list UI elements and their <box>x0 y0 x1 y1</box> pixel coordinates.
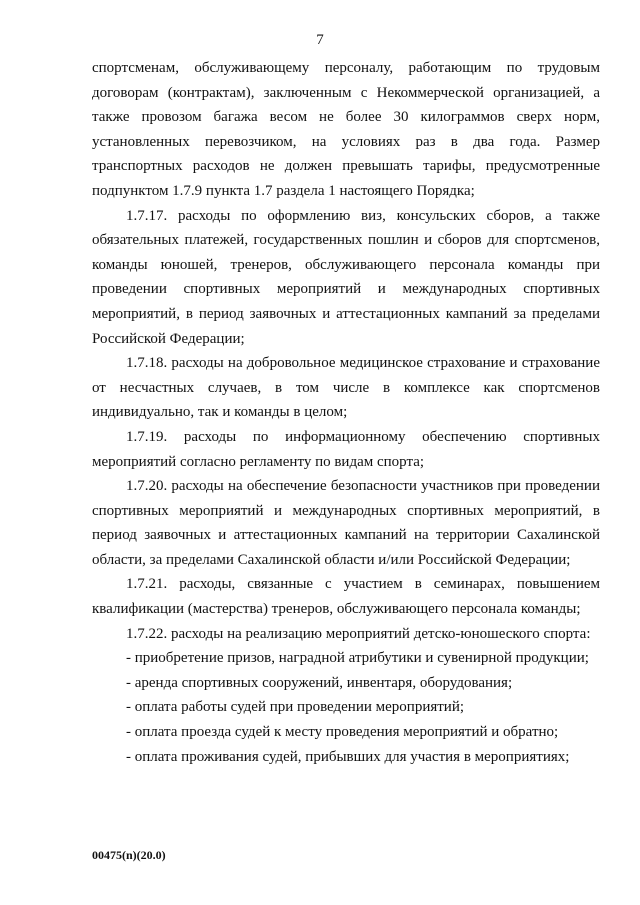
paragraph-1-7-19: 1.7.19. расходы по информационному обеспечению спортивных мероприятий согласно регламенту по видам спорта; <box>92 428 600 470</box>
paragraph-1-7-20: 1.7.20. расходы на обеспечение безопасности участников при проведении спортивных мероприятий и международных спортивных мероприятий, в период заявочных и аттестационных кампаний на территории Сахалинской области, за пределами Сахалинской области и/или Российской Федерации; <box>92 478 600 568</box>
paragraph-1-7-17: 1.7.17. расходы по оформлению виз, консульских сборов, а также обязательных платежей, государственных пошлин и сборов для спортсменов, команды юношей, тренеров, обслуживающего персонала команды при проведении спортивных мероприятий и международных спортивных мероприятий, в период заявочных и аттестационных кампаний за пределами Российской Федерации; <box>92 207 600 347</box>
paragraph-1-7-21: 1.7.21. расходы, связанные с участием в семинарах, повышением квалификации (мастерства) тренеров, обслуживающего персонала команды; <box>92 576 600 618</box>
list-item-judges-payment: - оплата работы судей при проведении мероприятий; <box>126 699 465 716</box>
document-code: 00475(n)(20.0) <box>92 848 166 862</box>
list-item-prizes: - приобретение призов, наградной атрибутики и сувенирной продукции; <box>126 650 589 667</box>
document-body <box>92 56 600 769</box>
paragraph-1-7-22: 1.7.22. расходы на реализацию мероприятий детско-юношеского спорта: <box>126 625 591 642</box>
page-number: 7 <box>316 32 324 48</box>
paragraph-1-7-18: 1.7.18. расходы на добровольное медицинское страхование и страхование от несчастных случаев, в том числе в комплексе как спортсменов индивидуально, так и команды в целом; <box>92 355 600 421</box>
list-item-judges-accommodation: - оплата проживания судей, прибывших для участия в мероприятиях; <box>126 748 570 765</box>
list-item-judges-travel: - оплата проезда судей к месту проведения мероприятий и обратно; <box>126 724 559 741</box>
paragraph-continuation: спортсменам, обслуживающему персоналу, работающим по трудовым договорам (контрактам), заключенным с Некоммерческой организацией, а также провозом багажа весом не более 30 килограммов сверх норм, установленных перевозчиком, на условиях раз в два года. Размер транспортных расходов не должен превышать тарифы, предусмотренные подпунктом 1.7.9 пункта 1.7 раздела 1 настоящего Порядка; <box>92 60 600 199</box>
list-item-rental: - аренда спортивных сооружений, инвентаря, оборудования; <box>126 674 513 691</box>
